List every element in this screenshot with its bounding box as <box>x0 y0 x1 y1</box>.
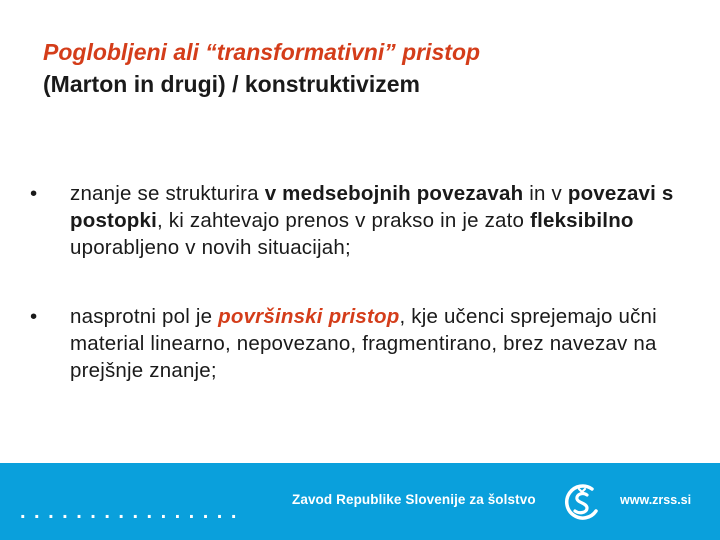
bullet-text: , kje učenci sprejemajo učni material linearno, nepovezano, fragmentirano, brez navezav na prejšnje znanje; <box>70 305 657 382</box>
bullet-bold-text: povezavi s postopki <box>70 182 674 232</box>
bullet-marker: • <box>30 305 38 328</box>
bullet-list <box>30 180 690 384</box>
bullet-bold-text: v medsebojnih povezavah <box>264 182 524 205</box>
slide-title <box>43 36 683 100</box>
bullet-text: znanje se strukturira <box>70 182 265 205</box>
footer-bar <box>0 463 720 540</box>
bullet-text: uporabljeno v novih situacijah; <box>70 236 351 259</box>
zrss-logo-icon <box>560 481 604 525</box>
bullet-item-2 <box>30 303 690 384</box>
bullet-text: in v <box>523 182 568 205</box>
slide-title-line1: Poglobljeni ali “transformativni” pristop <box>43 39 481 65</box>
bullet-text: nasprotni pol je <box>70 305 219 328</box>
slide-title-line2: (Marton in drugi) / konstruktivizem <box>43 71 420 97</box>
bullet-text: , ki zahtevajo prenos v prakso in je zato <box>157 209 531 232</box>
footer-url: www.zrss.si <box>620 493 692 507</box>
footer-organization-name: Zavod Republike Slovenije za šolstvo <box>292 492 536 507</box>
bullet-highlight-text: površinski pristop <box>218 305 400 328</box>
bullet-marker: • <box>30 182 38 205</box>
bullet-item-1 <box>30 180 690 261</box>
bullet-bold-text: fleksibilno <box>530 209 634 232</box>
footer-dots: ................ <box>20 501 245 523</box>
